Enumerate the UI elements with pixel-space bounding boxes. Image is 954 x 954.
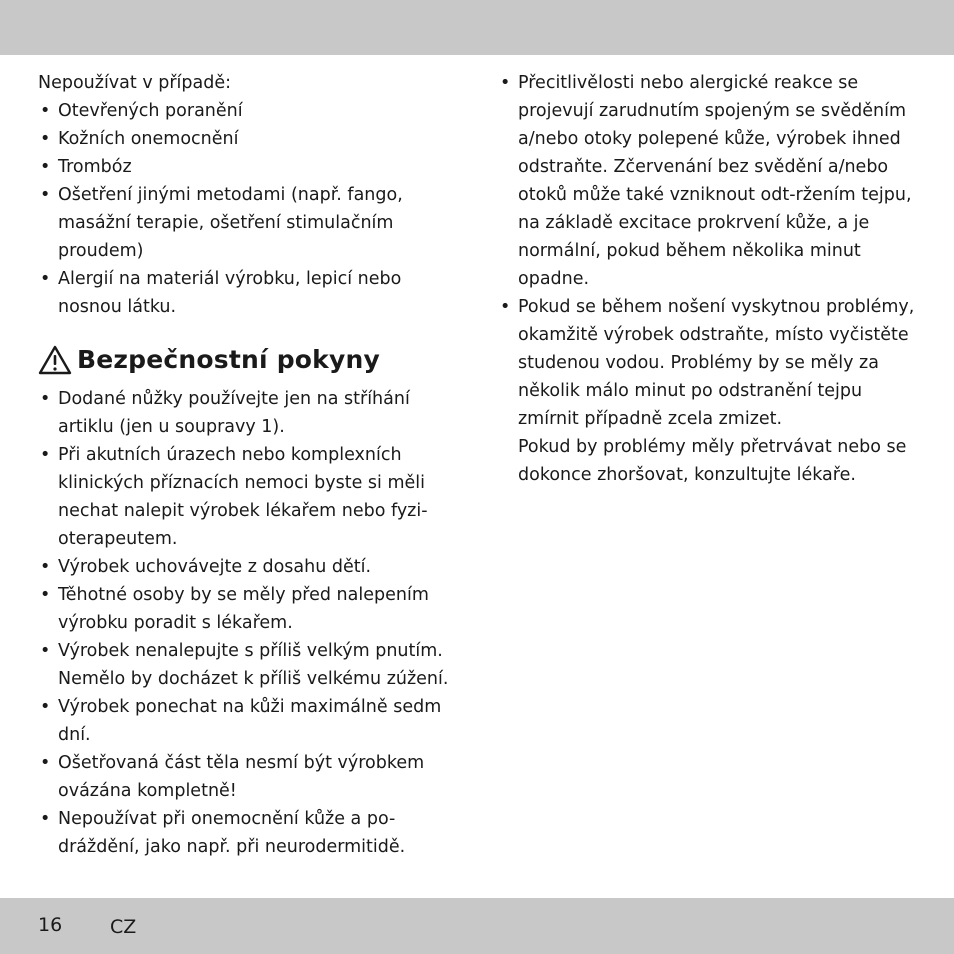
list-item: • Otevřených poranění — [38, 97, 468, 125]
contraindications-intro: Nepoužívat v případě: — [38, 73, 232, 93]
list-item: • Výrobek ponechat na kůži maximálně sedm dní. — [38, 693, 468, 749]
language-code: CZ — [110, 916, 137, 938]
list-item: • Při akutních úrazech nebo komplexních klinických příznacích nemoci byste si měli nechat nalepit výrobek lékařem nebo fyzi-oterapeutem. — [38, 441, 468, 553]
safety-list — [38, 385, 468, 861]
safety-heading — [38, 343, 468, 377]
list-item: • Nepoužívat při onemocnění kůže a po-dráždění, jako např. při neurodermitidě. — [38, 805, 468, 861]
page-number: 16 — [38, 914, 63, 936]
list-item: • Výrobek nenalepujte s příliš velkým pnutím. Nemělo by docházet k příliš velkému zúžení. — [38, 637, 468, 693]
footer-band — [0, 898, 954, 954]
warning-triangle-icon — [38, 345, 72, 375]
list-item: • Dodané nůžky používejte jen na stříhání artiklu (jen u soupravy 1). — [38, 385, 468, 441]
right-column — [498, 69, 918, 489]
list-item: • Kožních onemocnění — [38, 125, 468, 153]
reactions-list — [498, 69, 918, 433]
list-item: • Ošetření jinými metodami (např. fango, masážní terapie, ošetření stimulačním proudem) — [38, 181, 468, 265]
list-item: • Trombóz — [38, 153, 468, 181]
header-band — [0, 0, 954, 55]
list-item: • Pokud se během nošení vyskytnou problémy, okamžitě výrobek odstraňte, místo vyčistěte studenou vodou. Problémy by se měly za několik málo minut po odstranění tejpu zmírnit případně zcela zmizet. — [498, 293, 918, 433]
contraindications-list — [38, 97, 468, 321]
list-item: • Ošetřovaná část těla nesmí být výrobkem ovázána kompletně! — [38, 749, 468, 805]
continuation-paragraph: Pokud by problémy měly přetrvávat nebo se dokonce zhoršovat, konzultujte lékaře. — [518, 437, 907, 485]
list-item: • Přecitlivělosti nebo alergické reakce se projevují zarudnutím spojeným se svěděním a/nebo otoky polepené kůže, výrobek ihned odstraňte. Zčervenání bez svědění a/nebo otoků může také vzniknout odt-ržením tejpu, na základě excitace prokrvení kůže, a je normální, pokud během několika minut opadne. — [498, 69, 918, 293]
list-item: • Výrobek uchovávejte z dosahu dětí. — [38, 553, 468, 581]
list-item: • Alergií na materiál výrobku, lepicí nebo nosnou látku. — [38, 265, 468, 321]
list-item: • Těhotné osoby by se měly před nalepením výrobku poradit s lékařem. — [38, 581, 468, 637]
safety-heading-text: Bezpečnostní pokyny — [77, 345, 380, 374]
left-column — [38, 69, 468, 861]
